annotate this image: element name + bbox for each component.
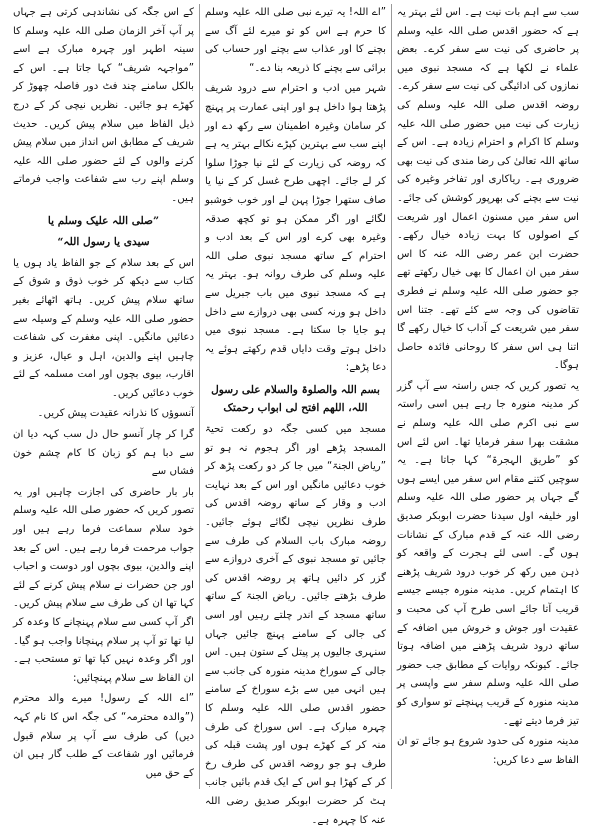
verse: گرا کر چار آنسو حال دل سب کہہ دیا ان سے دبا ہم کو زبان کا کام چشم خون فشاں سے [13, 429, 194, 478]
paragraph: اس کے بعد سلام کے جو الفاظ یاد ہوں یا کتاب سے دیکھ کر خوب ذوق و شوق کے ساتھ سلام پیش کریں۔ ہاتھ اٹھائے بغیر حضور صلی اللہ علیہ وسلم کے وسیلہ سے دعائیں مانگیں۔ اپنی مغفرت کی شفاعت چاہیں اپنے والدین، اہل و عیال، عزیز و اقارب، بیوی بچوں اور امت مسلمہ کے لئے خوب دعائیں کریں۔ [13, 257, 194, 399]
paragraph: یہ تصور کریں کہ جس راستہ سے آپ گزر کر مدینہ منورہ جا رہے ہیں اسی راستہ سے نبی اکرم صلی اللہ علیہ وسلم نے مشقت بھرا سفر فرمایا تھا۔ اس لئے اس کو ”طریق الہجرۃ“ کہا جاتا ہے۔ یہ سوچیں کتنے مقام اس سفر میں ایسے ہوں گے جہاں پر حضور صلی اللہ علیہ وسلم اور خلیفہ اول سیدنا حضرت ابوبکر صدیق رضی اللہ عنہ کے قدم مبارک کے نشانات ہوں گے۔ اسی لئے ہجرت کے واقعہ کو ذہن میں رکھ کر خوب درود شریف پڑھنے کا اہتمام کریں۔ مدینہ منورہ جیسے جیسے قریب آتا جائے اسی طرح آپ کی محبت و عقیدت اور جوش و خروش میں اضافہ کے ساتھ درود شریف پڑھنے میں اضافہ ہوتا جائے۔ کیونکہ روایات کے مطابق جب حضور صلی اللہ علیہ وسلم سفر سے واپسی پر مدینہ منورہ کے قریب پہنچتے تو سواری کو تیز فرما دیتے تھے۔ [397, 380, 579, 727]
paragraph: ”اے اللہ کے رسول! میرے والد محترم (”والدہ محترمہ“ کی جگہ اس کا نام کہہ دیں) کی طرف سے آپ پر سلام قبول فرمائیں اور شفاعت کے طلب گار ہیں ان کے حق میں [13, 693, 194, 779]
column-left [8, 4, 200, 789]
paragraph: کے اس جگہ کی نشاندہی کرتی ہے جہاں پر آپ آخر الزمان صلی اللہ علیہ وسلم کا سینہ اطہر اور چہرہ مبارک ہے اسے ”مواجہہ شریف“ کہا جاتا ہے۔ اس کے بالکل سامنے چند فٹ دور فاصلہ چھوڑ کر کھڑے ہو جائیں۔ نظریں نیچی کر کے درج ذیل الفاظ میں سلام پیش کریں۔ حدیث شریف کے مطابق اس انداز میں سلام پیش کرنے والوں کے لئے حضور صلی اللہ علیہ وسلم اپنے رب سے شفاعت واجب فرماتے ہیں۔ [13, 7, 194, 204]
paragraph: بار بار حاضری کی اجازت چاہیں اور یہ تصور کریں کہ حضور صلی اللہ علیہ وسلم خود سلام سماعت فرما رہے ہیں اور جواب مرحمت فرما رہے ہیں۔ اس کے بعد اپنے والدین، بیوی بچوں اور دوست و احباب اور جن حضرات نے سلام پیش کرنے کے لئے کہا تھا ان کی طرف سے سلام پیش کریں۔ اگر آپ کسی سے سلام پہنچانے کا وعدہ کر لیا تھا تو آپ پر سلام پہنچانا واجب ہو گیا۔ اور اگر وعدہ نہیں کیا تھا تو مستحب ہے۔ ان الفاظ سے سلام پہنچائیں: [13, 486, 194, 684]
column-right [392, 4, 584, 789]
column-middle [200, 4, 392, 826]
magazine-page [6, 4, 584, 826]
paragraph: ”اے اللہ! یہ تیرے نبی صلی اللہ علیہ وسلم کا حرم ہے اس کو تو میرے لئے آگ سے بچنے کا اور عذاب سے بچنے اور حساب کی برائی سے بچنے کا ذریعہ بنا دے۔“ [205, 7, 386, 74]
paragraph: آنسوؤں کا نذرانہ عقیدت پیش کریں۔ [37, 408, 194, 420]
paragraph: سب سے اہم بات نیت ہے۔ اس لئے بہتر یہ ہے کہ حضور اقدس صلی اللہ علیہ وسلم پر حاضری کی نیت سے سفر کرے۔ بعض علماء نے لکھا ہے کہ مسجد نبوی میں نمازوں کی ادائیگی کی نیت سے سفر کرے۔ روضہ اقدس صلی اللہ علیہ وسلم کی زیارت کی نیت میں حضور صلی اللہ علیہ وسلم کا اکرام و احترام زیادہ ہے۔ اس کے ساتھ اللہ تعالیٰ کی رضا مندی کی نیت بھی ضروری ہے۔ ریاکاری اور تفاخر وغیرہ کی نیت سے بچنے کی بھرپور کوشش کی جائے۔ اس سفر میں مسنون اعمال اور شریعت کے اصولوں کا بہت زیادہ خیال رکھے۔ حضرت ابن عمر رضی اللہ عنہ کا اس سفر میں ان اعمال کا بھی خیال رکھتے تھے جو حضور صلی اللہ علیہ وسلم نے فطری تقاضوں کی وجہ سے کئے تھے۔ جتنا اس سفر میں شریعت کے آداب کا خیال رکھے گا اتنا ہی اس سفر کا روحانی فائدہ حاصل ہوگا۔ [397, 7, 579, 372]
salam-line: ”صلی اللہ علیک وسلم یا [47, 214, 160, 227]
paragraph: مسجد میں کسی جگہ دو رکعت تحیۃ المسجد پڑھے اور اگر ہجوم نہ ہو تو ”ریاض الجنۃ“ میں جا کر دو رکعت پڑھ کر خوب دعائیں مانگیں اور اس کے بعد نہایت ادب و وقار کے ساتھ روضہ اقدس کی طرف نظریں نیچی لگائے ہوئے جائیں۔ روضہ مبارک باب السلام کی طرف سے جائیں تو مسجد نبوی کے آخری دروازے سے گزر کر دائیں ہاتھ پر روضہ اقدس کی طرف بڑھتے جائیں۔ ریاض الجنۃ کے ساتھ ساتھ مسجد کے اندر چلتے رہیں اور اسی کی جالی کے سامنے پہنچ جائیں جہاں سنہری جالیوں پر پیتل کے ستون ہیں۔ اس جالی کے سوراخ مدینہ منورہ کی جانب سے ہیں انہی میں سے بڑے سوراخ کے سامنے حضور اقدس صلی اللہ علیہ وسلم کا چہرہ مبارک ہے۔ اس سوراخ کی طرف منہ کر کے کھڑے ہوں اور پشت قبلہ کی طرف ہو جو روضہ اقدس کی طرف رخ کر کے کھڑا ہو اس کے ایک قدم بائیں جانب ہٹ کر حضرت ابوبکر صدیق رضی اللہ عنہ کا چہرہ ہے۔ [205, 424, 386, 826]
arabic-dua: بسم اللہ والصلوۃ والسلام علی رسول اللہ، اللھم افتح لی ابواب رحمتک [211, 383, 380, 415]
paragraph: مدینہ منورہ کی حدود شروع ہو جائے تو ان الفاظ سے دعا کریں: [397, 736, 579, 766]
paragraph: شہر میں ادب و احترام سے درود شریف پڑھتا ہوا داخل ہو اور اپنی عمارت پر پہنچ کر سامان وغیرہ اطمینان سے رکھ دے اور اپنے سب سے بہترین کپڑے نکالے بہتر یہ ہے کہ روضہ کی زیارت کے لئے نیا جوڑا سلوا کر لے جائے۔ اچھی طرح غسل کر کے نیا یا صاف ستھرا جوڑا پہن لے اور خوب خوشبو لگائے اور اگر ممکن ہو تو کچھ صدقہ وغیرہ بھی کرے اور اس کے بعد ادب و احترام کے ساتھ مسجد نبوی صلی اللہ علیہ وسلم کی طرف روانہ ہو۔ بہتر یہ ہے کہ مسجد نبوی میں باب جبریل سے داخل ہو ورنہ کسی بھی دروازے سے داخل ہو جایا جا سکتا ہے۔ مسجد نبوی میں داخل ہوتے وقت دایاں قدم رکھتے ہوئے یہ دعا پڑھے: [205, 83, 386, 374]
salam-line: سیدی یا رسول اللہ“ [57, 236, 150, 249]
